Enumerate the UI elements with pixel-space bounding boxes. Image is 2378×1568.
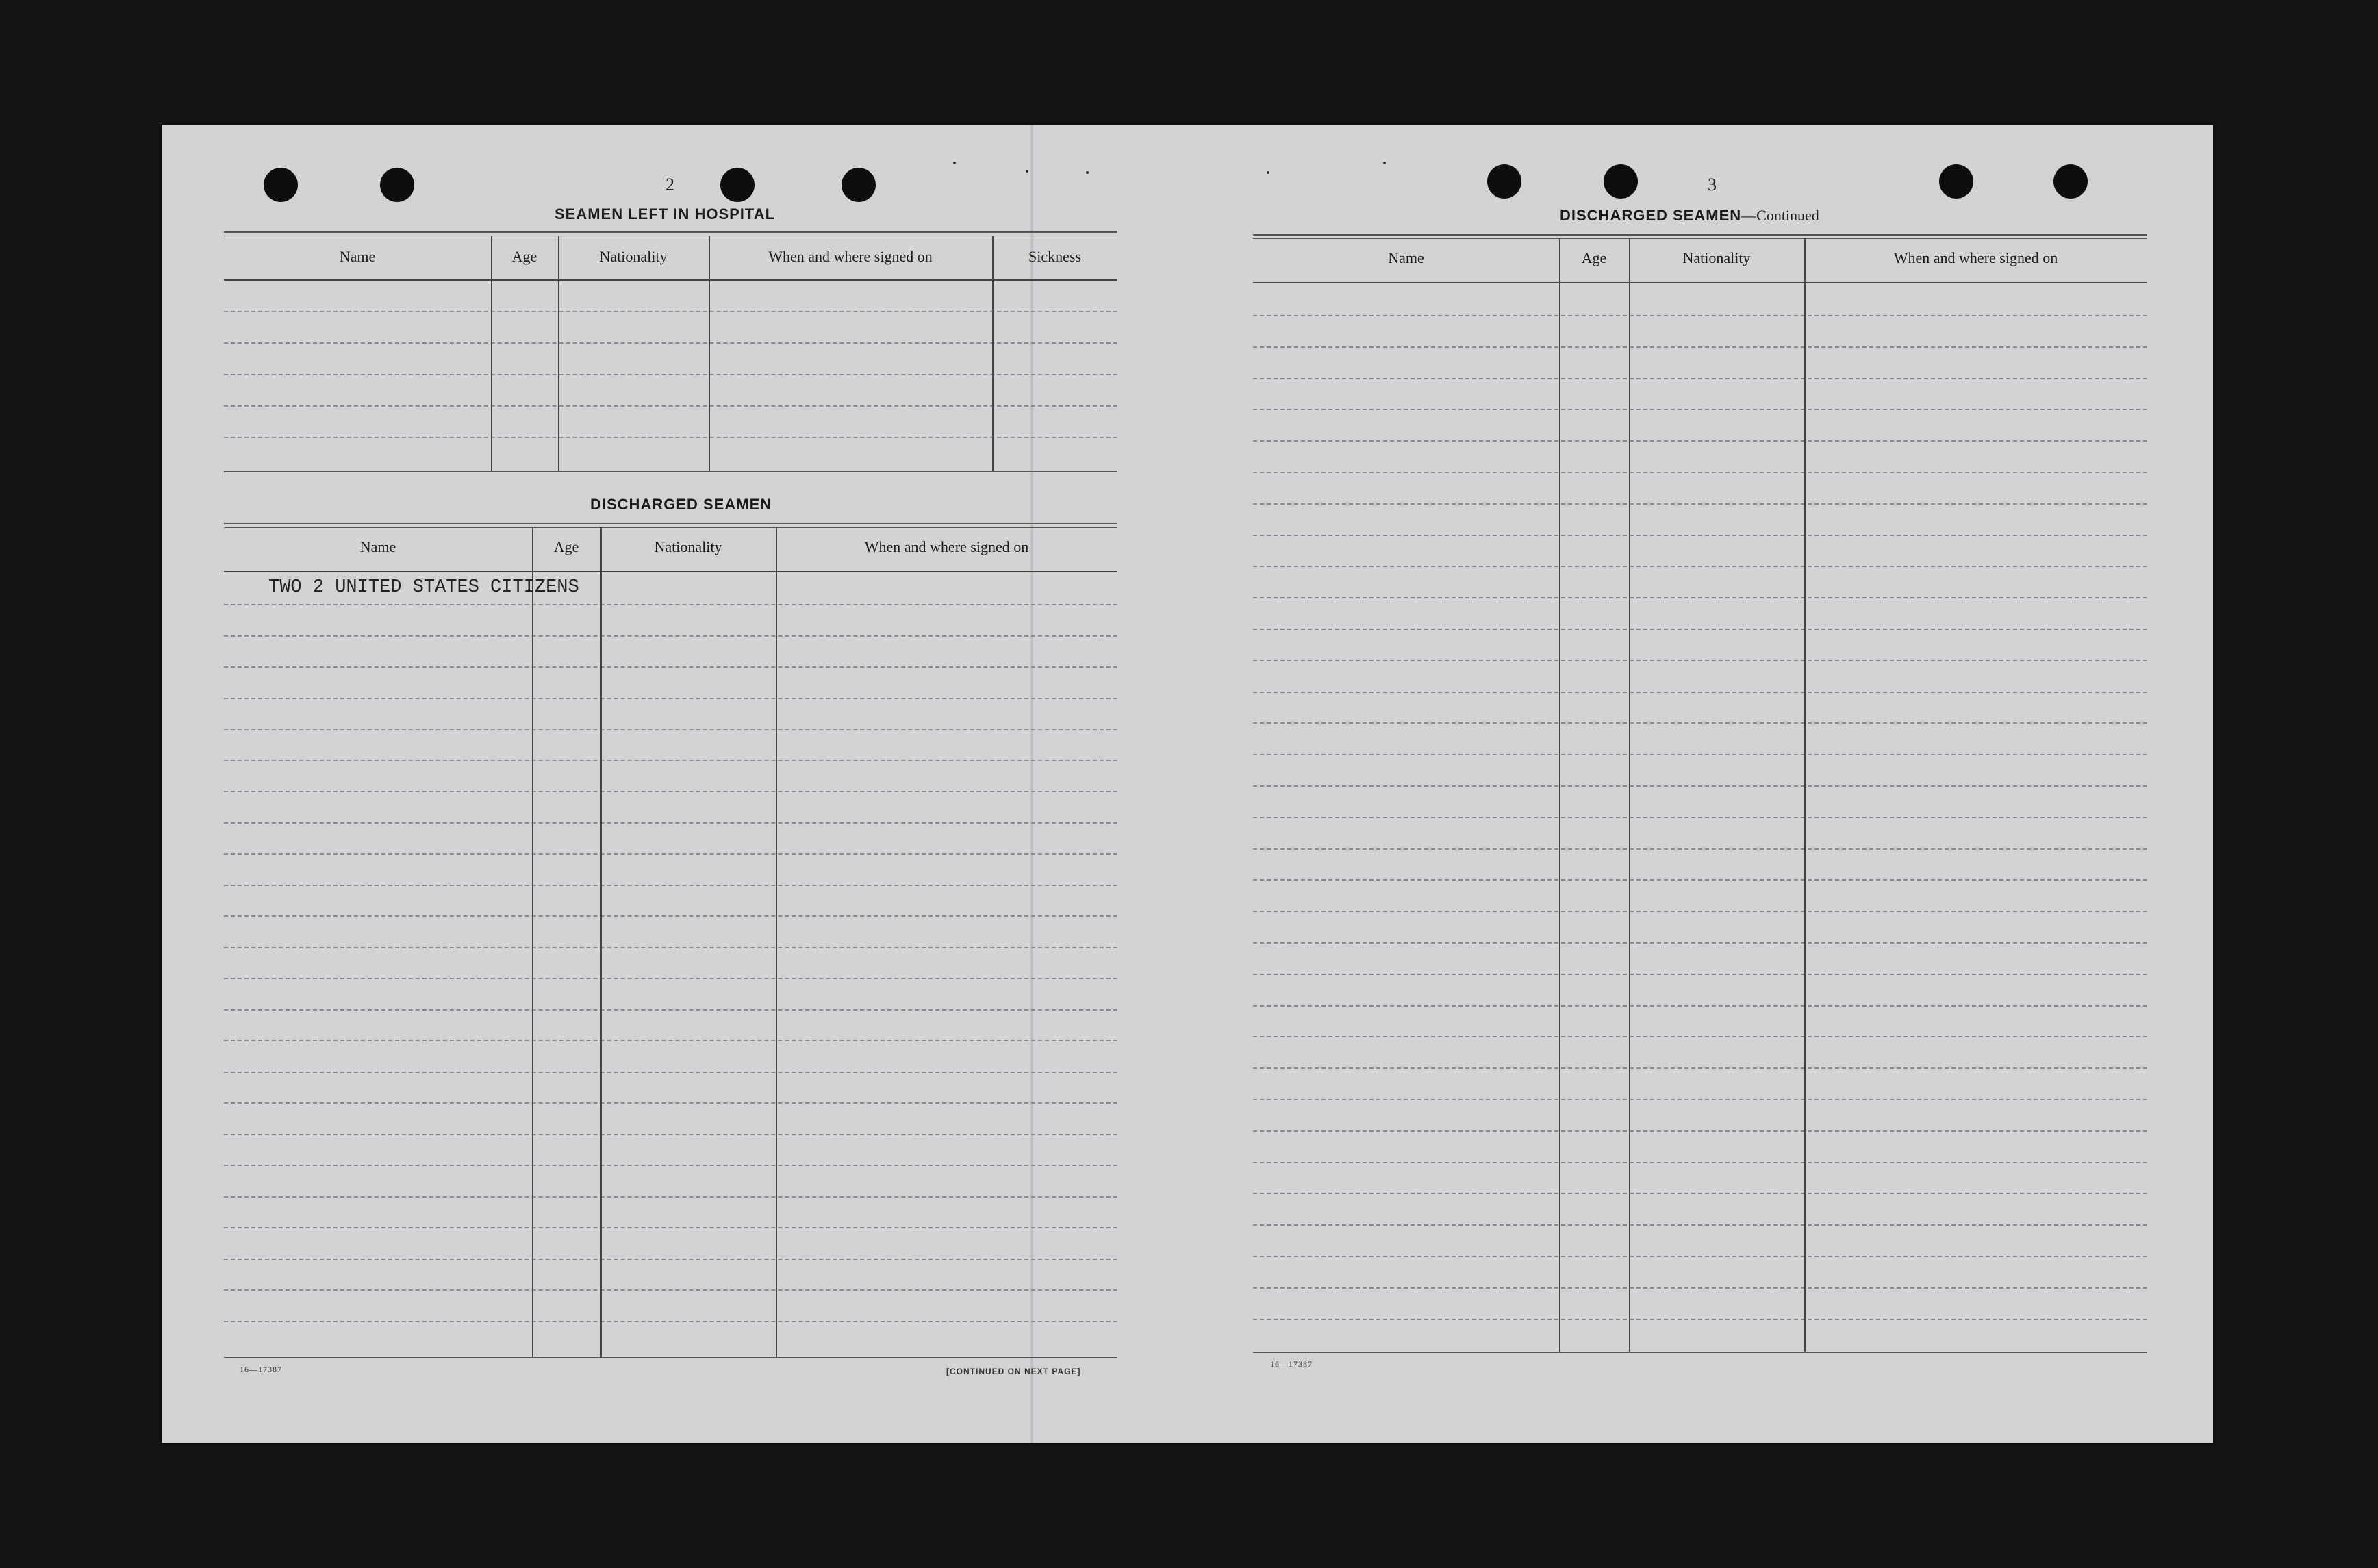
entry-row [1253,911,2147,912]
entry-row [1253,597,2147,598]
column-header: When and where signed on [864,538,1029,555]
entry-row [1253,722,2147,724]
entry-row [1253,848,2147,850]
entry-row [224,666,1117,668]
entry-row [1253,660,2147,661]
paper-speck [953,162,956,164]
column-header: Age [1581,249,1607,266]
entry-row [224,604,1117,605]
entry-row [224,1072,1117,1073]
entry-row [224,342,1117,344]
entry-row [224,635,1117,637]
entry-row [1253,754,2147,755]
entry-row [224,1134,1117,1135]
entry-row [224,947,1117,948]
entry-row [224,978,1117,979]
entry-row [1253,1319,2147,1320]
entry-row [224,1165,1117,1166]
entry-row [224,1289,1117,1291]
entry-row [224,311,1117,312]
entry-row [1253,974,2147,975]
binder-hole [842,168,876,202]
entry-row [1253,346,2147,348]
entry-row [224,1259,1117,1260]
entry-row [224,698,1117,699]
entry-row [1253,1099,2147,1100]
hospital-section-title: SEAMEN LEFT IN HOSPITAL [555,205,776,223]
binder-hole [380,168,414,202]
paper-speck [1383,162,1386,164]
binder-hole [264,168,298,202]
entry-row [224,853,1117,855]
column-header: Sickness [1028,248,1081,265]
paper-speck [1267,171,1269,174]
entry-row [1253,1224,2147,1226]
binder-hole [1487,164,1521,199]
entry-row [1253,1130,2147,1132]
discharged-section-title: DISCHARGED SEAMEN [590,496,772,513]
entry-row [224,791,1117,792]
column-header: Name [359,538,396,555]
entry-row [224,374,1117,375]
page-number-right: 3 [1708,175,1717,194]
column-header: Name [1388,249,1424,266]
paper-speck [1026,170,1028,173]
continued-note: [CONTINUED ON NEXT PAGE] [946,1367,1081,1376]
entry-row [1253,692,2147,693]
entry-row [1253,378,2147,379]
entry-row [224,1196,1117,1198]
page-number-left: 2 [666,175,674,194]
entry-row [224,1102,1117,1104]
column-header: Nationality [1682,249,1751,266]
binder-hole [2053,164,2088,199]
entry-row [1253,472,2147,473]
entry-row [224,1040,1117,1041]
entry-row [1253,1005,2147,1007]
form-number-left: 16—17387 [240,1365,282,1374]
entry-row [224,915,1117,917]
form-number-right: 16—17387 [1270,1359,1313,1369]
entry-row [1253,1256,2147,1257]
entry-row [224,1321,1117,1322]
entry-row [224,885,1117,886]
entry-row [1253,1287,2147,1289]
entry-row [1253,1162,2147,1163]
entry-row [1253,879,2147,881]
entry-row [1253,942,2147,944]
entry-row [1253,535,2147,536]
column-header: When and where signed on [1893,249,2058,266]
column-header: Age [553,538,579,555]
binder-hole [720,168,755,202]
discharged-entry-typed: TWO 2 UNITED STATES CITIZENS [268,577,579,598]
binder-hole [1939,164,1973,199]
paper-speck [1086,171,1089,174]
entry-row [224,1009,1117,1011]
discharged-table-left [224,522,1117,1363]
entry-row [1253,503,2147,505]
entry-row [1253,1193,2147,1194]
column-header: Age [511,248,537,265]
column-header: Nationality [654,538,722,555]
entry-row [224,760,1117,761]
entry-row [224,822,1117,824]
entry-row [224,405,1117,407]
entry-row [1253,440,2147,442]
entry-row [1253,409,2147,410]
title-continued: —Continued [1741,207,1819,224]
entry-row [1253,315,2147,316]
entry-row [1253,1036,2147,1037]
entry-row [224,437,1117,438]
entry-row [1253,566,2147,567]
discharged-continued-title [1560,207,1819,225]
column-header: When and where signed on [768,248,933,265]
entry-row [1253,629,2147,630]
entry-row [1253,1067,2147,1069]
entry-row [1253,817,2147,818]
title-main: DISCHARGED SEAMEN [1560,207,1742,224]
entry-row [224,729,1117,730]
column-header: Name [339,248,376,265]
discharged-table-right [1253,233,2147,1356]
column-header: Nationality [599,248,668,265]
binder-hole [1604,164,1638,199]
entry-row [224,1227,1117,1228]
hospital-table [224,230,1117,477]
entry-row [1253,785,2147,787]
